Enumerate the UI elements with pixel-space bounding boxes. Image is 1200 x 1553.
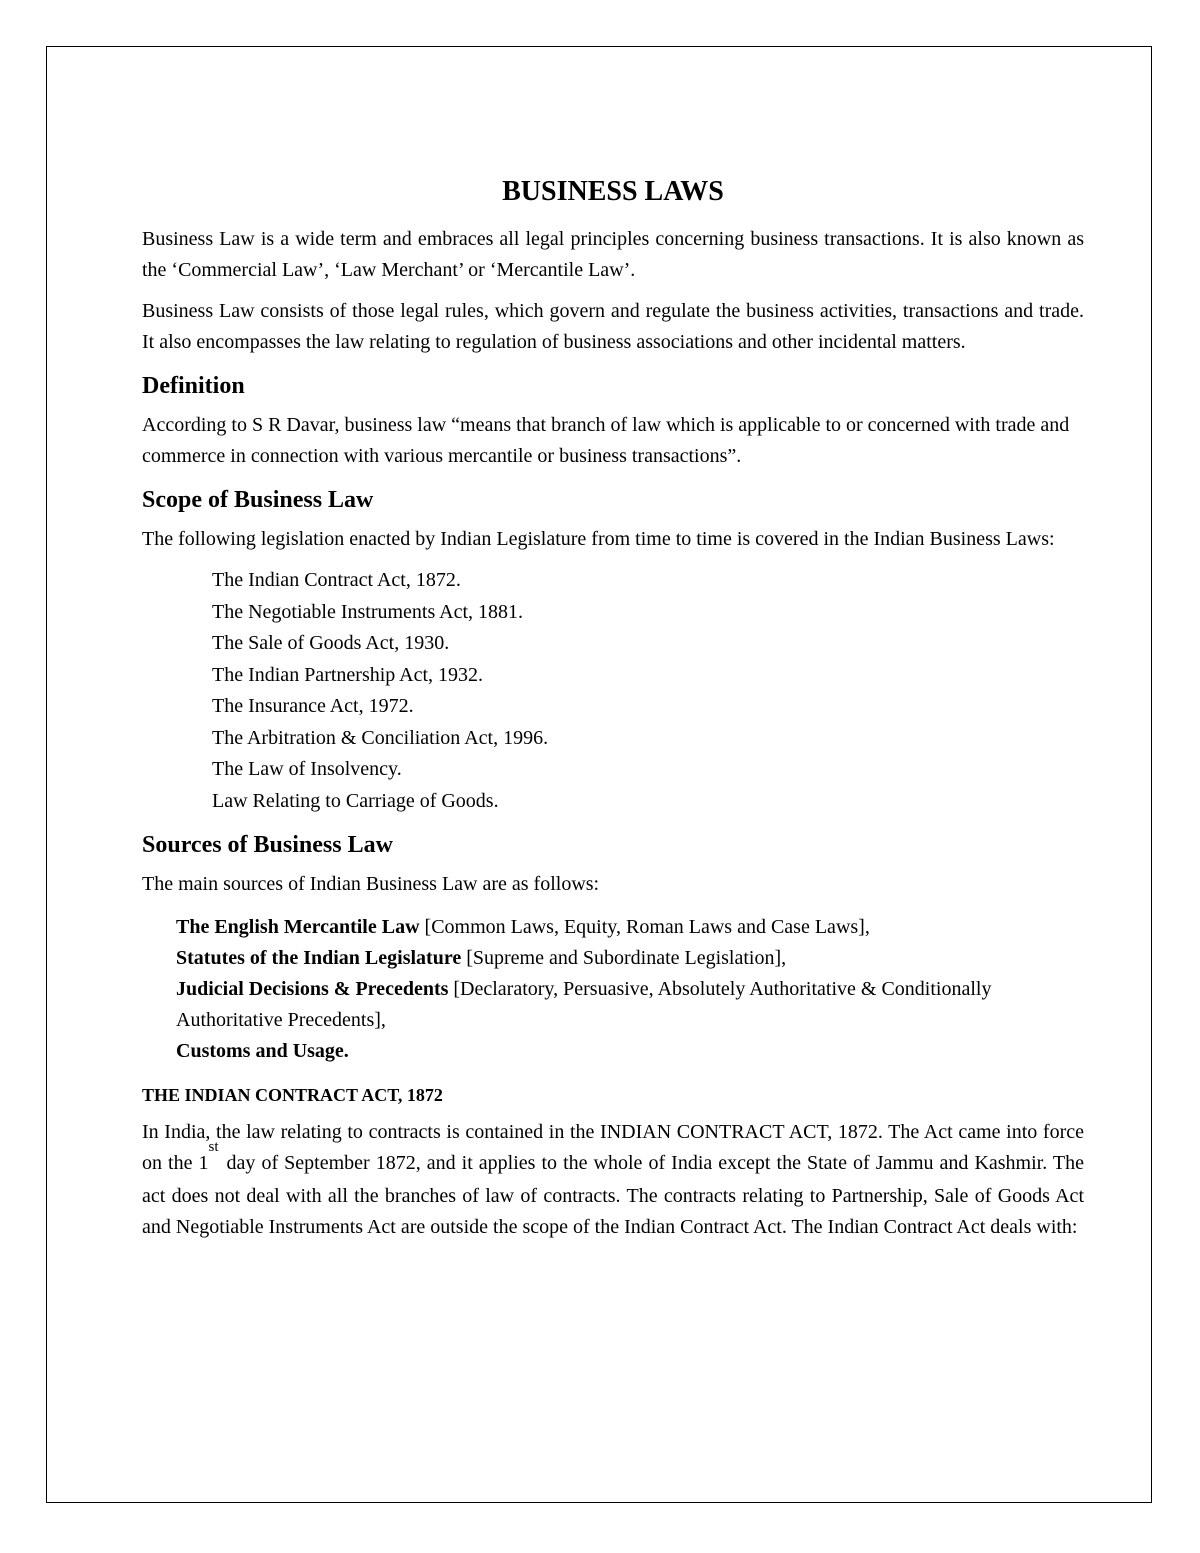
list-item: The Indian Partnership Act, 1932. [212,663,484,686]
source-title: Customs and Usage. [176,1040,349,1062]
list-item [176,974,1084,1036]
list-item: The Insurance Act, 1972. [212,695,414,717]
list-item: Law Relating to Carriage of Goods. [212,789,499,812]
definition-heading: Definition [142,373,245,399]
list-item: The Indian Contract Act, 1872. [212,569,461,591]
definition-text: According to S R Davar, business law “means that branch of law which is applicable to or concerned with trade and commerce in connection with various mercantile or business transactions”. [142,414,1070,467]
page-title: BUSINESS LAWS [502,176,724,207]
source-title: The English Mercantile Law [176,916,420,938]
sources-heading: Sources of Business Law [142,832,393,858]
list-item: The Negotiable Instruments Act, 1881. [212,600,524,623]
contract-act-heading: THE INDIAN CONTRACT ACT, 1872 [142,1085,443,1105]
sources-intro: The main sources of Indian Business Law are as follows: [142,873,600,895]
scope-heading: Scope of Business Law [142,487,374,513]
contract-act-text-start: In India, the law relating to contracts is contained in the INDIAN CONTRACT ACT, 1872. The Act came into force on the 1 [142,1121,1084,1174]
list-item: The Sale of Goods Act, 1930. [212,632,450,654]
acts-list [142,565,1084,817]
list-item [176,912,1084,943]
list-item: The Arbitration & Conciliation Act, 1996. [212,726,549,749]
source-title: Statutes of the Indian Legislature [176,947,462,969]
ordinal-superscript: st [208,1139,219,1155]
source-detail: [Declaratory, Persuasive, Absolutely Authoritative & Conditionally Authoritative Precedents], [176,978,992,1031]
contract-act-paragraph [142,1117,1084,1243]
source-title: Judicial Decisions & Precedents [176,978,449,1000]
scope-intro: The following legislation enacted by Indian Legislature from time to time is covered in the Indian Business Laws: [142,528,1055,550]
contract-act-text-end: day of September 1872, and it applies to the whole of India except the State of Jammu and Kashmir. The act does not deal with all the branches of law of contracts. The contracts relating to Partnership, Sale of Goods Act and Negotiable Instruments Act are outside the scope of the Indian Contract Act. The Indian Contract Act deals with: [142,1152,1084,1238]
source-detail: [Supreme and Subordinate Legislation], [461,947,787,969]
list-item [176,1036,1084,1067]
list-item [176,943,1084,974]
intro-paragraph-2: Business Law consists of those legal rules, which govern and regulate the business activities, transactions and trade. It also encompasses the law relating to regulation of business associations and other incidental matters. [142,300,1084,353]
source-detail: [Common Laws, Equity, Roman Laws and Case Laws], [419,916,870,938]
intro-paragraph-1: Business Law is a wide term and embraces all legal principles concerning business transactions. It is also known as the ‘Commercial Law’, ‘Law Merchant’ or ‘Mercantile Law’. [142,228,1084,281]
list-item: The Law of Insolvency. [212,758,402,780]
document-body [142,172,1084,1243]
sources-list [142,912,1084,1067]
